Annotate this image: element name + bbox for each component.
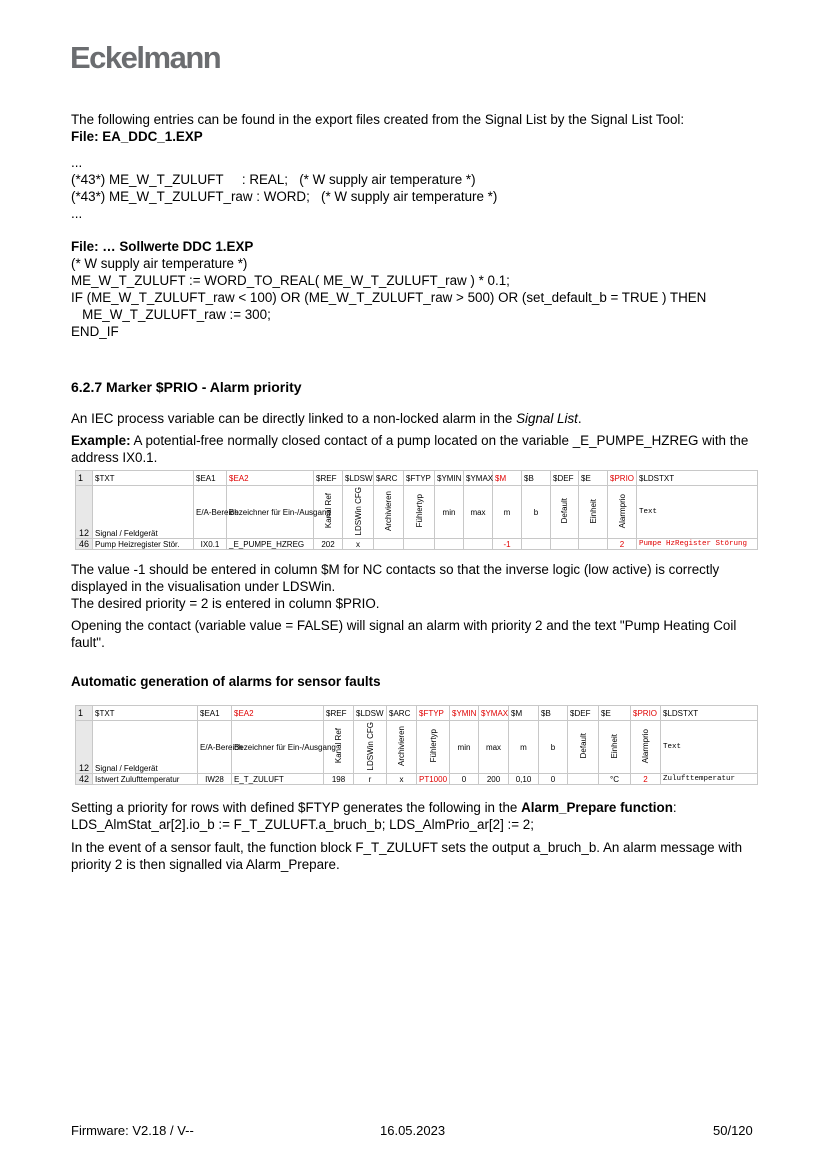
- data-row-cell: 202: [314, 539, 343, 550]
- description-row-cell: [343, 486, 374, 539]
- cell-text: Alarmprio: [641, 728, 650, 764]
- description-row-cell: max: [479, 721, 509, 774]
- text: Setting a priority for rows with defined $FTYP generates the following in the: [71, 800, 522, 815]
- header-row-cell: $PRIO: [631, 706, 661, 721]
- cell-text: Fühlertyp: [428, 729, 438, 763]
- description-row-cell: Signal / Feldgerät: [93, 486, 194, 539]
- description-row-cell: E/A-Bereich: [194, 486, 227, 539]
- description-row-cell: [551, 486, 579, 539]
- data-row-cell: [435, 539, 464, 550]
- description-row-cell: 12: [76, 721, 93, 774]
- paragraph: Opening the contact (variable value = FALSE) will signal an alarm with priority 2 and the text "Pump Heating Coil fault".: [71, 618, 737, 650]
- data-row-cell: °C: [599, 774, 631, 785]
- header-row-cell: $M: [493, 471, 522, 486]
- cell-text: Default: [560, 498, 569, 524]
- text: :: [672, 800, 677, 815]
- description-row-cell: Signal / Feldgerät: [93, 721, 198, 774]
- data-row-cell: Pump Heizregister Stör.: [93, 539, 194, 550]
- header-row-cell: $EA2: [227, 471, 314, 486]
- data-row-cell: 198: [324, 774, 354, 785]
- eckelmann-logo: Eckelmann: [70, 40, 221, 75]
- text: An IEC process variable can be directly linked to a non-locked alarm in the: [71, 411, 517, 426]
- description-row-cell: [354, 721, 387, 774]
- data-row-cell: r: [354, 774, 387, 785]
- header-row-cell: $DEF: [551, 471, 579, 486]
- header-row-cell: $FTYP: [404, 471, 435, 486]
- data-row-cell: PT1000: [417, 774, 450, 785]
- description-row-cell: Text: [661, 721, 758, 774]
- paragraph: [71, 410, 761, 427]
- subheading: Automatic generation of alarms for sensor faults: [71, 674, 381, 689]
- header-row-cell: $EA1: [194, 471, 227, 486]
- header-row-cell: $LDSTXT: [637, 471, 758, 486]
- header-row-cell: $ARC: [387, 706, 417, 721]
- code-line: (* W supply air temperature *): [71, 256, 248, 271]
- data-row-cell: [522, 539, 551, 550]
- text: Alarm_Prepare function: [521, 800, 673, 815]
- data-row-cell: 2: [608, 539, 637, 550]
- description-row-cell: E/A-Bereich: [198, 721, 232, 774]
- header-row-cell: $TXT: [93, 706, 198, 721]
- header-row-cell: $LDSW: [354, 706, 387, 721]
- file2-label: File: … Sollwerte DDC 1.EXP: [71, 239, 254, 254]
- description-row-cell: min: [450, 721, 479, 774]
- description-row-cell: [608, 486, 637, 539]
- cell-text: Archivieren: [384, 490, 393, 531]
- header-row-cell: $PRIO: [608, 471, 637, 486]
- data-row-cell: [374, 539, 404, 550]
- description-row-cell: [374, 486, 404, 539]
- cell-text: Default: [578, 733, 588, 759]
- code-line: ...: [71, 206, 83, 221]
- code-line: (*43*) ME_W_T_ZULUFT_raw : WORD; (* W supply air temperature *): [71, 189, 498, 204]
- example-label: Example:: [71, 433, 131, 448]
- text: A potential-free normally closed contact of a pump located on the variable _E_PUMPE_HZREG with the address IX0.1.: [71, 433, 749, 465]
- cell-text: LDSWin CFG: [353, 486, 363, 536]
- description-row-cell: m: [493, 486, 522, 539]
- header-row-cell: $B: [539, 706, 568, 721]
- header-row-cell: $LDSW: [343, 471, 374, 486]
- description-row-cell: Bezeichner für Ein-/Ausgang: [227, 486, 314, 539]
- cell-text: Einheit: [588, 498, 598, 524]
- code-line: END_IF: [71, 324, 119, 339]
- description-row: [76, 721, 758, 774]
- header-row-cell: $LDSTXT: [661, 706, 758, 721]
- data-row-cell: E_T_ZULUFT: [232, 774, 324, 785]
- code-line: (*43*) ME_W_T_ZULUFT : REAL; (* W supply air temperature *): [71, 172, 476, 187]
- header-row-cell: $REF: [324, 706, 354, 721]
- intro-line: The following entries can be found in the export files created from the Signal List by the Signal List Tool:: [71, 112, 685, 127]
- data-row-cell: [568, 774, 599, 785]
- footer-page: 50/120: [713, 1123, 753, 1138]
- signal-list-table-2: [75, 705, 758, 785]
- code-line: ...: [71, 155, 83, 170]
- data-row-cell: 200: [479, 774, 509, 785]
- description-row: [76, 486, 758, 539]
- data-row-cell: 0,10: [509, 774, 539, 785]
- data-row-cell: Istwert Zulufttemperatur: [93, 774, 198, 785]
- text: .: [577, 411, 582, 426]
- paragraph: [71, 799, 761, 833]
- paragraph: In the event of a sensor fault, the function block F_T_ZULUFT sets the output a_bruch_b. An alarm message with priority 2 is then signalled via Alarm_Prepare.: [71, 840, 743, 872]
- description-row-cell: [404, 486, 435, 539]
- data-row-cell: x: [343, 539, 374, 550]
- cell-text: Fühlertyp: [414, 494, 424, 528]
- cell-text: Kanal Ref: [334, 728, 343, 764]
- data-row-cell: [579, 539, 608, 550]
- data-row: [76, 774, 758, 785]
- header-row-cell: $YMAX: [464, 471, 493, 486]
- code-line: IF (ME_W_T_ZULUFT_raw < 100) OR (ME_W_T_ZULUFT_raw > 500) OR (set_default_b = TRUE ) THEN: [71, 290, 707, 305]
- cell-text: Einheit: [610, 733, 619, 759]
- header-row: [76, 706, 758, 721]
- header-row-cell: $REF: [314, 471, 343, 486]
- footer-date: 16.05.2023: [380, 1123, 446, 1138]
- description-row-cell: [579, 486, 608, 539]
- header-row-cell: $ARC: [374, 471, 404, 486]
- cell-text: Archivieren: [397, 725, 406, 766]
- code-line: ME_W_T_ZULUFT := WORD_TO_REAL( ME_W_T_ZULUFT_raw ) * 0.1;: [71, 273, 510, 288]
- text: Signal List: [516, 411, 578, 426]
- header-row-cell: $E: [599, 706, 631, 721]
- paragraph: The value -1 should be entered in column $M for NC contacts so that the inverse logic (low active) is correctly displayed in the visualisation under LDSWin.: [71, 562, 720, 594]
- data-row-cell: Pumpe HzRegister Störung: [637, 539, 758, 550]
- header-row-cell: $M: [509, 706, 539, 721]
- cell-text: Alarmprio: [617, 493, 627, 529]
- header-row: [76, 471, 758, 486]
- data-row-cell: 0: [450, 774, 479, 785]
- data-row-cell: [404, 539, 435, 550]
- header-row-cell: $B: [522, 471, 551, 486]
- data-row-cell: -1: [493, 539, 522, 550]
- description-row-cell: Text: [637, 486, 758, 539]
- header-row-cell: 1: [76, 471, 93, 486]
- header-row-cell: $EA1: [198, 706, 232, 721]
- description-row-cell: max: [464, 486, 493, 539]
- code-line: LDS_AlmStat_ar[2].io_b := F_T_ZULUFT.a_bruch_b; LDS_AlmPrio_ar[2] := 2;: [71, 817, 534, 832]
- intro-text: [71, 111, 684, 222]
- data-row-cell: Zulufttemperatur: [661, 774, 758, 785]
- code-line: ME_W_T_ZULUFT_raw := 300;: [71, 307, 271, 322]
- data-row-cell: [551, 539, 579, 550]
- data-row-cell: IW28: [198, 774, 232, 785]
- data-row-cell: _E_PUMPE_HZREG: [227, 539, 314, 550]
- description-row-cell: Bezeichner für Ein-/Ausgang: [232, 721, 324, 774]
- header-row-cell: $YMIN: [435, 471, 464, 486]
- header-row-cell: 1: [76, 706, 93, 721]
- header-row-cell: $DEF: [568, 706, 599, 721]
- data-row-cell: x: [387, 774, 417, 785]
- description-row-cell: [599, 721, 631, 774]
- header-row-cell: $EA2: [232, 706, 324, 721]
- description-row-cell: [387, 721, 417, 774]
- header-row-cell: $TXT: [93, 471, 194, 486]
- data-row-cell: 2: [631, 774, 661, 785]
- example-paragraph: [71, 432, 761, 466]
- description-row-cell: m: [509, 721, 539, 774]
- description-row-cell: b: [522, 486, 551, 539]
- section-heading: 6.2.7 Marker $PRIO - Alarm priority: [71, 379, 302, 395]
- cell-text: Kanal Ref: [323, 493, 333, 529]
- header-row-cell: $E: [579, 471, 608, 486]
- description-row-cell: b: [539, 721, 568, 774]
- description-row-cell: [568, 721, 599, 774]
- cell-text: LDSWin CFG: [365, 721, 375, 771]
- description-row-cell: min: [435, 486, 464, 539]
- data-row-cell: 46: [76, 539, 93, 550]
- data-row-cell: [464, 539, 493, 550]
- file2-block: [71, 238, 706, 340]
- file1-label: File: EA_DDC_1.EXP: [71, 129, 203, 144]
- footer-firmware: Firmware: V2.18 / V--: [71, 1123, 194, 1138]
- data-row-cell: 0: [539, 774, 568, 785]
- data-row: [76, 539, 758, 550]
- header-row-cell: $YMIN: [450, 706, 479, 721]
- header-row-cell: $FTYP: [417, 706, 450, 721]
- paragraph: The desired priority = 2 is entered in column $PRIO.: [71, 596, 380, 611]
- header-row-cell: $YMAX: [479, 706, 509, 721]
- data-row-cell: IX0.1: [194, 539, 227, 550]
- description-row-cell: [417, 721, 450, 774]
- data-row-cell: 42: [76, 774, 93, 785]
- description-row-cell: [631, 721, 661, 774]
- signal-list-table-1: [75, 470, 758, 550]
- description-row-cell: 12: [76, 486, 93, 539]
